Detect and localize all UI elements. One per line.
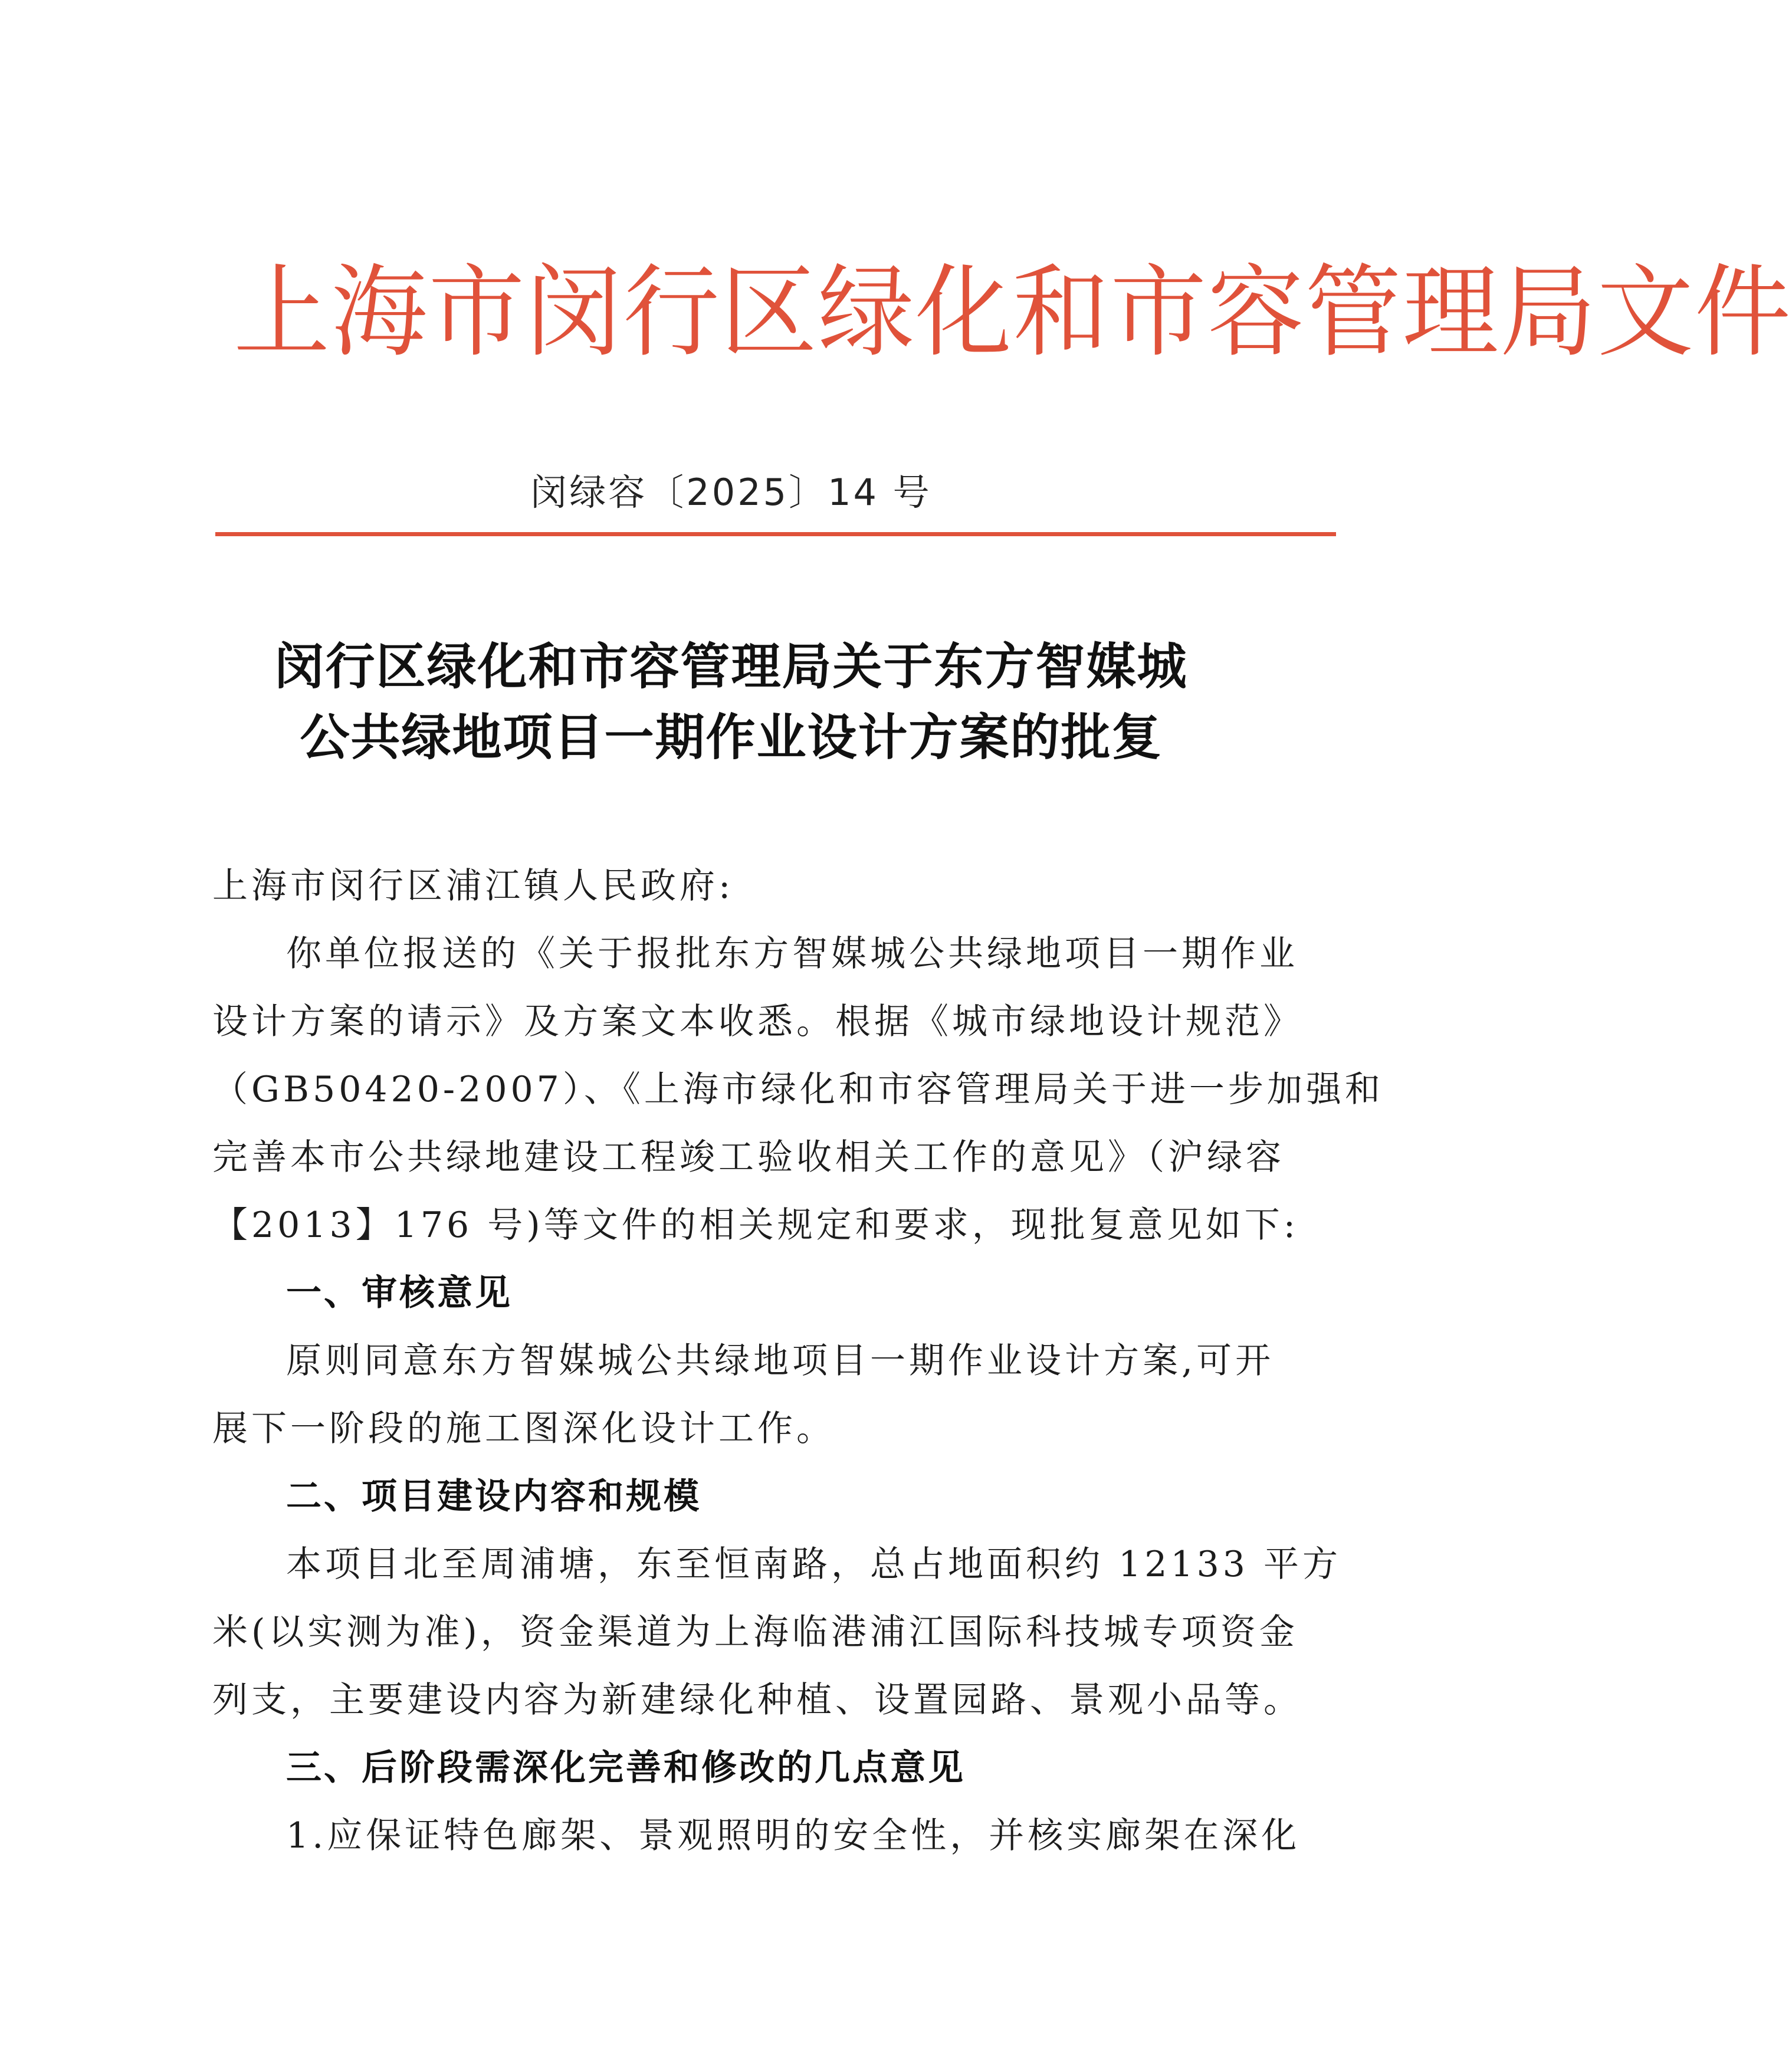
recipient-line: 上海市闵行区浦江镇人民政府: (212, 865, 734, 907)
document-title-line-2: 公共绿地项目一期作业设计方案的批复 (300, 708, 1163, 766)
section2-line: 列支，主要建设内容为新建绿化种植、设置园路、景观小品等。 (212, 1679, 1302, 1721)
section2-line: 米(以实测为准)，资金渠道为上海临港浦江国际科技城专项资金 (212, 1612, 1298, 1653)
section-heading-construction-scope: 二、项目建设内容和规模 (286, 1476, 701, 1517)
section1-line: 原则同意东方智媒城公共绿地项目一期作业设计方案,可开 (286, 1340, 1275, 1382)
document-title-line-1: 闵行区绿化和市容管理局关于东方智媒城 (274, 638, 1188, 695)
section-heading-review-opinion: 一、审核意见 (286, 1272, 513, 1314)
red-divider-line (215, 532, 1336, 536)
section3-line: 1.应保证特色廊架、景观照明的安全性，并核实廊架在深化 (286, 1815, 1301, 1856)
agency-header-title: 上海市闵行区绿化和市容管理局文件 (234, 254, 1792, 371)
intro-line: 完善本市公共绿地建设工程竣工验收相关工作的意见》（沪绿容 (212, 1137, 1285, 1178)
section1-line: 展下一阶段的施工图深化设计工作。 (212, 1408, 835, 1449)
document-number: 闵绿容〔2025〕14 号 (530, 471, 932, 514)
intro-line: 【2013】176 号)等文件的相关规定和要求，现批复意见如下: (212, 1205, 1299, 1246)
intro-line: 你单位报送的《关于报批东方智媒城公共绿地项目一期作业 (286, 933, 1298, 975)
section2-line: 本项目北至周浦塘，东至恒南路，总占地面积约 12133 平方 (286, 1544, 1342, 1585)
intro-line: （GB50420-2007）、《上海市绿化和市容管理局关于进一步加强和 (212, 1069, 1384, 1110)
section-heading-revision-opinions: 三、后阶段需深化完善和修改的几点意见 (286, 1747, 966, 1789)
intro-line: 设计方案的请示》及方案文本收悉。根据《城市绿地设计规范》 (212, 1001, 1302, 1042)
